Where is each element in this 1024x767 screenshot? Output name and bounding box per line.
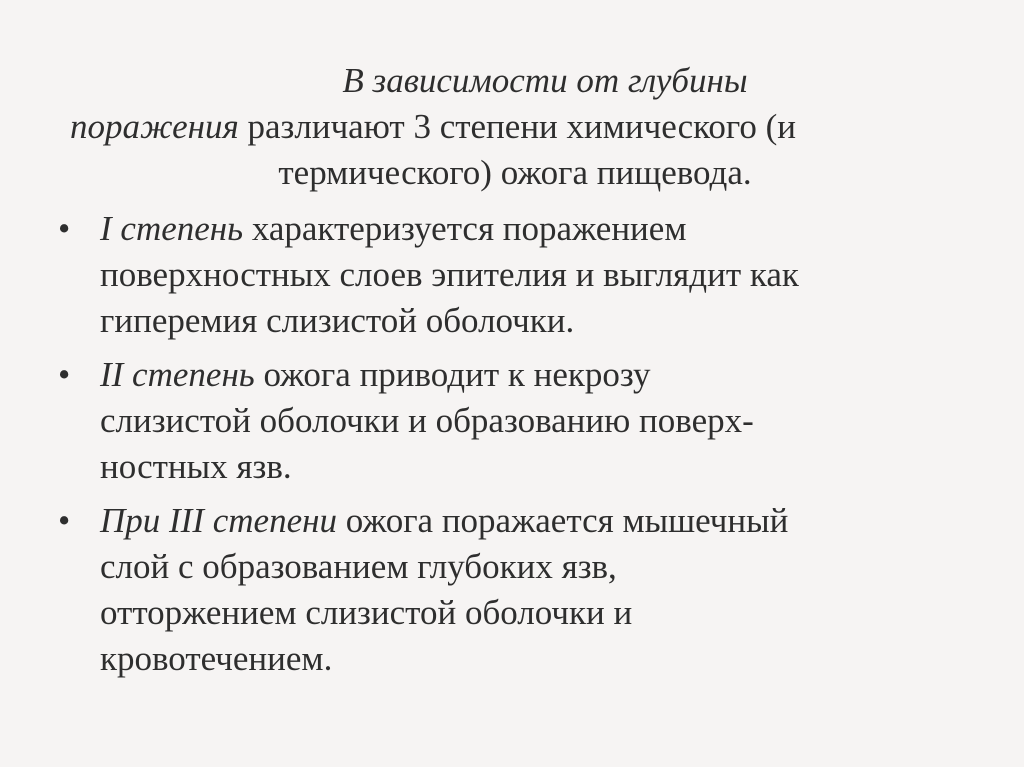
bullet-2-line-1 [100, 352, 978, 398]
bullet-1-lead: I степень [100, 209, 244, 248]
bullet-3-line-2: слой с образованием глубоких язв, [100, 547, 617, 586]
bullet-2-lead: II степень [100, 355, 255, 394]
bullet-3-line-3: отторжением слизистой оболочки и [100, 593, 633, 632]
intro-paragraph [60, 58, 970, 196]
bullet-1-line-1 [100, 206, 978, 252]
degree-list [58, 206, 978, 690]
intro-line-2-italic: поражения [70, 107, 239, 146]
bullet-2-line-2: слизистой оболочки и образованию поверх- [100, 401, 754, 440]
list-item-degree-3 [58, 498, 978, 682]
intro-line-3: термического) ожога пищевода. [278, 153, 752, 192]
bullet-2-line-3: ностных язв. [100, 447, 292, 486]
list-item-degree-1 [58, 206, 978, 344]
intro-line-2 [60, 104, 970, 150]
bullet-2-text-1: ожога приводит к некрозу [254, 355, 651, 394]
bullet-3-lead: При III степени [100, 501, 337, 540]
bullet-1-text-1: характеризуется поражением [243, 209, 687, 248]
bullet-1-line-2: поверхностных слоев эпителия и выглядит как [100, 255, 799, 294]
bullet-1-line-3: гиперемия слизистой оболочки. [100, 301, 575, 340]
bullet-3-line-1 [100, 498, 978, 544]
bullet-icon: • [58, 209, 71, 248]
bullet-icon: • [58, 355, 71, 394]
bullet-3-line-4: кровотечением. [100, 639, 333, 678]
list-item-degree-2 [58, 352, 978, 490]
bullet-icon: • [58, 501, 71, 540]
intro-line-1: В зависимости от глубины [342, 61, 748, 100]
intro-line-2-rest: различают 3 степени химического (и [238, 107, 797, 146]
bullet-3-text-1: ожога поражается мышечный [337, 501, 789, 540]
